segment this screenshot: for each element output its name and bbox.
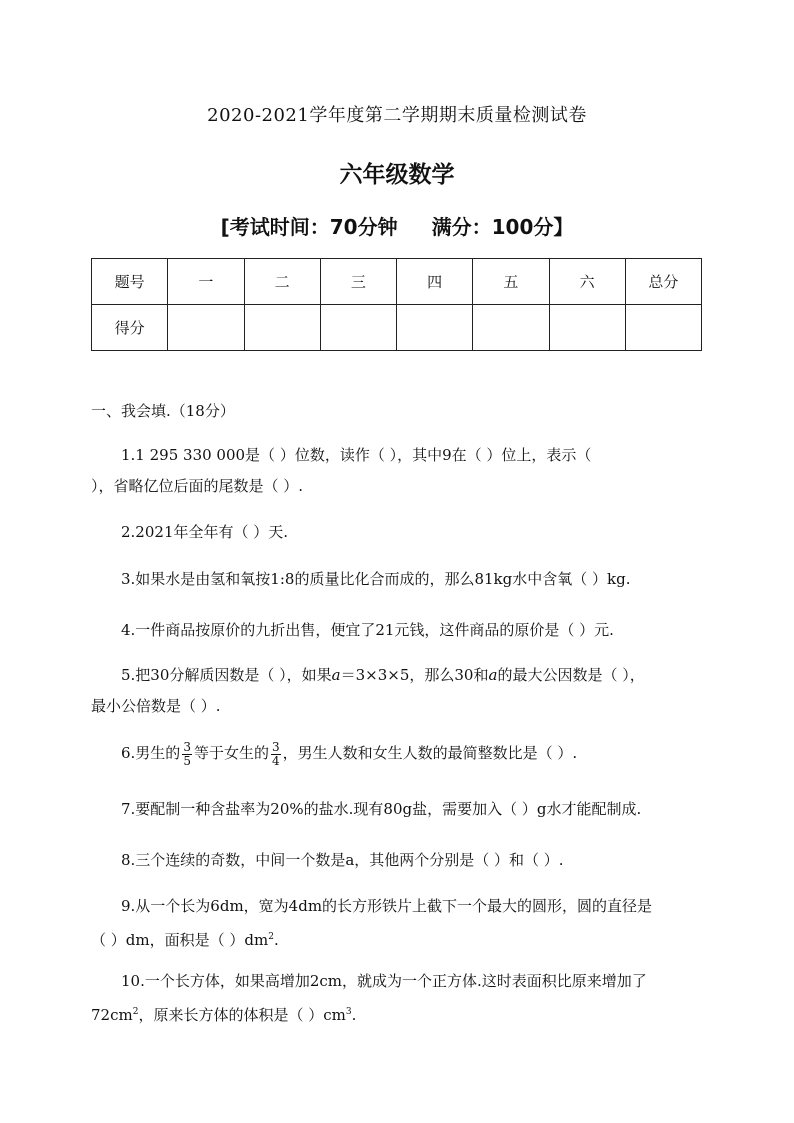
- question-6: [91, 738, 711, 769]
- score-entry-cell[interactable]: [397, 305, 473, 351]
- table-cell: 二: [244, 259, 320, 305]
- question-8: [91, 845, 711, 876]
- question-7: [91, 794, 711, 825]
- question-1-line-1: 1.1 295 330 000是（ ）位数，读作（ ），其中9在（ ）位上，表示（: [121, 446, 592, 464]
- question-1: [91, 440, 711, 502]
- question-9-line-1: 9.从一个长为6dm，宽为4dm的长方形铁片上截下一个最大的圆形，圆的直径是: [121, 897, 653, 915]
- question-4: [91, 615, 711, 646]
- table-cell: 六: [549, 259, 625, 305]
- question-6-text-a: 6.男生的: [121, 744, 181, 762]
- question-5-line-1: [91, 660, 711, 691]
- score-table: [91, 258, 702, 351]
- question-5-text-a: 5.把30分解质因数是（ ），如果: [121, 666, 332, 684]
- question-10-line-2: [91, 997, 711, 1031]
- variable-a: a: [488, 666, 498, 684]
- score-entry-cell[interactable]: [473, 305, 549, 351]
- score-label: 满分：100分】: [431, 215, 574, 239]
- score-entry-cell[interactable]: [244, 305, 320, 351]
- question-6-line: [91, 738, 711, 769]
- question-5-text-c: 的最大公因数是（ ），: [497, 666, 645, 684]
- fraction-numerator: 3: [183, 739, 191, 754]
- score-entry-cell[interactable]: [168, 305, 244, 351]
- table-cell: 三: [320, 259, 396, 305]
- question-10-line-1: 10.一个长方体，如果高增加2cm，就成为一个正方体.这时表面积比原来增加了: [121, 972, 647, 990]
- superscript: 2: [132, 1007, 139, 1017]
- superscript: 3: [345, 1007, 352, 1017]
- question-3-text: 3.如果水是由氢和氧按1:8的质量比化合而成的，那么81kg水中含氧（ ）kg.: [121, 570, 631, 588]
- question-7-text: 7.要配制一种含盐率为20%的盐水.现有80g盐，需要加入（ ）g水才能配制成.: [121, 800, 642, 818]
- question-8-text: 8.三个连续的奇数，中间一个数是a，其他两个分别是（ ）和（ ）.: [121, 851, 564, 869]
- exam-info: [0, 211, 794, 240]
- score-entry-cell[interactable]: [549, 305, 625, 351]
- question-9: [91, 891, 711, 956]
- fraction-3-4: [271, 741, 281, 768]
- table-cell: 一: [168, 259, 244, 305]
- time-label: [考试时间：70分钟: [220, 215, 398, 239]
- question-10-text-a: 72cm: [91, 1006, 133, 1024]
- superscript: 2: [268, 932, 274, 942]
- question-9-text: （ ）dm，面积是（ ）dm: [91, 931, 269, 949]
- fraction-numerator: 3: [271, 739, 280, 754]
- score-entry-cell[interactable]: [625, 305, 701, 351]
- fraction-denominator: 5: [183, 753, 191, 768]
- question-2: [91, 517, 711, 548]
- question-5-text-b: ＝3×3×5，那么30和: [340, 666, 489, 684]
- question-1-line-2: ），省略亿位后面的尾数是（ ）.: [91, 477, 304, 495]
- question-5: [91, 660, 711, 722]
- table-cell: 题号: [92, 259, 168, 305]
- section-1-title: 一、我会填.（18分）: [91, 402, 235, 420]
- exam-title: 2020-2021学年度第二学期期末质量检测试卷: [207, 105, 587, 126]
- question-10-end: .: [351, 1006, 357, 1024]
- question-5-line-2: 最小公倍数是（ ）.: [91, 697, 221, 715]
- question-10: [91, 966, 711, 1031]
- table-cell: 四: [397, 259, 473, 305]
- subject-title: 六年级数学: [339, 162, 455, 188]
- question-6-text-b: 等于女生的: [193, 744, 269, 762]
- table-cell: 五: [473, 259, 549, 305]
- table-cell: 得分: [92, 305, 168, 351]
- fraction-3-5: [182, 741, 192, 768]
- variable-a: a: [331, 666, 341, 684]
- score-entry-cell[interactable]: [320, 305, 396, 351]
- score-table-score-row: [92, 305, 702, 351]
- question-6-text-c: ，男生人数和女生人数的最简整数比是（ ）.: [282, 744, 578, 762]
- score-table-header-row: [92, 259, 702, 305]
- table-cell: 总分: [625, 259, 701, 305]
- question-9-end: .: [273, 931, 279, 949]
- question-9-line-2: [91, 922, 711, 956]
- question-2-text: 2.2021年全年有（ ）天.: [121, 523, 289, 541]
- question-10-text-b: ，原来长方体的体积是（ ）cm: [138, 1006, 346, 1024]
- question-4-text: 4.一件商品按原价的九折出售，便宜了21元钱，这件商品的原价是（ ）元.: [121, 621, 614, 639]
- question-3: [91, 564, 711, 595]
- fraction-denominator: 4: [271, 753, 280, 768]
